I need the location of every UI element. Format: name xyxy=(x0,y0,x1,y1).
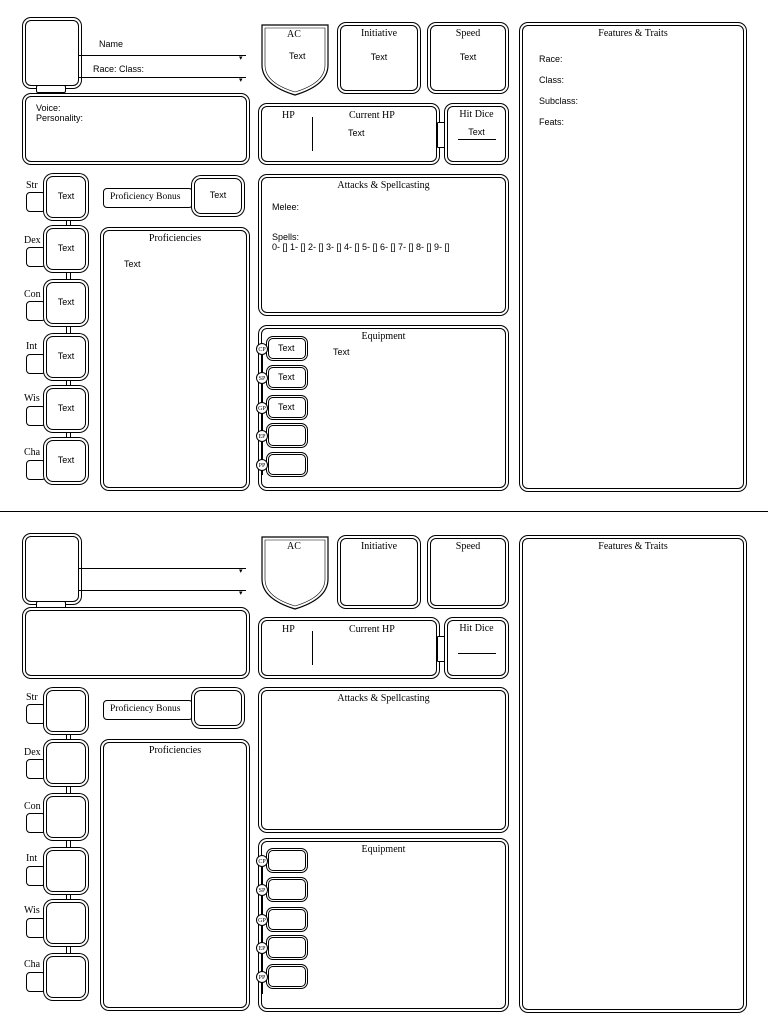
equipment-body[interactable]: Text xyxy=(333,347,350,357)
cha-modifier[interactable] xyxy=(26,972,46,992)
features-subclass-label: Subclass: xyxy=(539,96,579,106)
character-sheet-blank xyxy=(0,512,768,1024)
features-traits-box[interactable] xyxy=(522,538,744,1010)
proficiencies-title: Proficiencies xyxy=(148,745,202,756)
sp-coin-box[interactable] xyxy=(268,879,306,900)
pp-coin-box[interactable] xyxy=(268,454,306,475)
proficiency-bonus-label: Proficiency Bonus xyxy=(110,192,181,202)
hit-dice-box[interactable] xyxy=(447,106,506,162)
portrait-box[interactable] xyxy=(25,536,79,602)
spells-label: Spells: xyxy=(272,232,300,242)
dex-modifier[interactable] xyxy=(26,247,46,267)
features-class-label: Class: xyxy=(539,75,565,85)
features-title: Features & Traits xyxy=(598,541,668,552)
hp-connector xyxy=(437,122,447,148)
current-hp-title: Current HP xyxy=(349,624,395,635)
ep-coin-box[interactable] xyxy=(268,937,306,958)
pp-coin-box[interactable] xyxy=(268,966,306,987)
con-score[interactable]: Text xyxy=(46,282,86,324)
hit-dice-title: Hit Dice xyxy=(459,623,494,634)
proficiency-bonus-value-box[interactable] xyxy=(194,178,242,214)
str-label: Str xyxy=(26,180,38,191)
sp-coin-box[interactable]: Text xyxy=(268,367,306,388)
current-hp-value[interactable]: Text xyxy=(348,128,365,138)
portrait-tab xyxy=(36,601,66,609)
initiative-box[interactable] xyxy=(340,538,418,606)
gp-coin-icon: GP xyxy=(256,914,268,926)
proficiencies-box[interactable] xyxy=(103,230,247,488)
initiative-title: Initiative xyxy=(360,541,398,552)
gp-coin-box[interactable]: Text xyxy=(268,397,306,418)
int-score[interactable]: Text xyxy=(46,336,86,378)
str-score[interactable] xyxy=(46,690,86,732)
hp-box[interactable] xyxy=(261,620,437,676)
str-modifier[interactable] xyxy=(26,704,46,724)
gp-coin-icon: GP xyxy=(256,402,268,414)
cha-label: Cha xyxy=(24,959,41,970)
pp-coin-icon: PP xyxy=(256,971,268,983)
features-feats-label: Feats: xyxy=(539,117,565,127)
cha-score[interactable]: Text xyxy=(46,440,86,482)
hit-dice-box[interactable] xyxy=(447,620,506,676)
equipment-title: Equipment xyxy=(361,844,406,855)
con-score[interactable] xyxy=(46,796,86,838)
dex-score[interactable]: Text xyxy=(46,228,86,270)
current-hp-title: Current HP xyxy=(349,110,395,121)
dex-label: Dex xyxy=(24,235,41,246)
name-line xyxy=(79,55,246,56)
cha-label: Cha xyxy=(24,447,41,458)
personality-label: Personality: xyxy=(36,113,84,123)
attacks-spellcasting-box[interactable] xyxy=(261,690,506,830)
ac-title: AC xyxy=(287,541,301,552)
equipment-title: Equipment xyxy=(361,331,406,342)
wis-label: Wis xyxy=(24,905,40,916)
proficiency-bonus-value[interactable]: Text xyxy=(209,190,227,200)
sp-coin-icon: SP xyxy=(256,884,268,896)
proficiencies-box[interactable] xyxy=(103,742,247,1008)
gp-coin-box[interactable] xyxy=(268,909,306,930)
attacks-title: Attacks & Spellcasting xyxy=(337,693,430,704)
wis-modifier[interactable] xyxy=(26,918,46,938)
race-class-line xyxy=(79,77,246,78)
ep-coin-icon: EP xyxy=(256,430,268,442)
int-modifier[interactable] xyxy=(26,866,46,886)
cp-coin-icon: CP xyxy=(256,343,268,355)
voice-personality-box[interactable] xyxy=(25,610,247,676)
spell-slots[interactable]: 0- [] 1- [] 2- [] 3- [] 4- [] 5- [] 6- [] 7- [] 8- [] 9- [] xyxy=(272,242,450,252)
proficiency-bonus-value-box[interactable] xyxy=(194,690,242,726)
proficiency-bonus-label-box xyxy=(103,700,193,720)
hit-dice-title: Hit Dice xyxy=(459,109,494,120)
wis-label: Wis xyxy=(24,393,40,404)
con-label: Con xyxy=(24,289,41,300)
speed-title: Speed xyxy=(455,541,481,552)
cp-coin-icon: CP xyxy=(256,855,268,867)
ep-coin-box[interactable] xyxy=(268,425,306,446)
cha-score[interactable] xyxy=(46,956,86,998)
race-class-chevron-icon: ▾ xyxy=(239,590,243,597)
voice-label: Voice: xyxy=(36,103,61,113)
race-class-label: Race: Class: xyxy=(93,64,145,74)
initiative-box[interactable] xyxy=(340,25,418,91)
proficiencies-body[interactable]: Text xyxy=(124,259,141,269)
wis-score[interactable] xyxy=(46,902,86,944)
melee-label: Melee: xyxy=(272,202,300,212)
portrait-box[interactable] xyxy=(25,20,79,86)
hp-box[interactable] xyxy=(261,106,437,162)
proficiencies-title: Proficiencies xyxy=(148,233,202,244)
con-modifier[interactable] xyxy=(26,813,46,833)
cha-modifier[interactable] xyxy=(26,460,46,480)
cp-coin-box[interactable]: Text xyxy=(268,338,306,359)
ac-title: AC xyxy=(287,29,301,40)
int-modifier[interactable] xyxy=(26,354,46,374)
proficiency-bonus-label: Proficiency Bonus xyxy=(110,704,181,714)
speed-box[interactable] xyxy=(430,25,506,91)
name-chevron-icon: ▾ xyxy=(239,568,243,575)
hit-dice-value[interactable]: Text xyxy=(468,127,485,137)
portrait-tab xyxy=(36,85,66,93)
dex-label: Dex xyxy=(24,747,41,758)
speed-title: Speed xyxy=(455,28,481,39)
hit-dice-line xyxy=(458,139,496,140)
wis-modifier[interactable] xyxy=(26,406,46,426)
initiative-title: Initiative xyxy=(360,28,398,39)
attacks-title: Attacks & Spellcasting xyxy=(337,180,430,191)
speed-value[interactable]: Text xyxy=(459,52,477,62)
initiative-value[interactable]: Text xyxy=(370,52,388,62)
str-score[interactable]: Text xyxy=(46,176,86,218)
ac-value[interactable]: Text xyxy=(289,51,306,61)
ep-coin-icon: EP xyxy=(256,942,268,954)
hp-divider xyxy=(312,117,313,151)
cp-coin-box[interactable] xyxy=(268,850,306,871)
hp-title: HP xyxy=(282,624,295,635)
con-modifier[interactable] xyxy=(26,301,46,321)
hit-dice-line xyxy=(458,653,496,654)
str-label: Str xyxy=(26,692,38,703)
proficiency-bonus-label-box xyxy=(103,188,193,208)
features-traits-box[interactable] xyxy=(522,25,744,489)
int-label: Int xyxy=(26,853,38,864)
pp-coin-icon: PP xyxy=(256,459,268,471)
race-class-chevron-icon: ▾ xyxy=(239,77,243,84)
name-chevron-icon: ▾ xyxy=(239,55,243,62)
wis-score[interactable]: Text xyxy=(46,388,86,430)
speed-box[interactable] xyxy=(430,538,506,606)
sp-coin-icon: SP xyxy=(256,372,268,384)
dex-score[interactable] xyxy=(46,742,86,784)
dex-modifier[interactable] xyxy=(26,759,46,779)
con-label: Con xyxy=(24,801,41,812)
name-label: Name xyxy=(99,39,124,49)
voice-personality-box[interactable] xyxy=(25,96,247,162)
attacks-spellcasting-box[interactable] xyxy=(261,177,506,313)
hp-divider xyxy=(312,631,313,665)
str-modifier[interactable] xyxy=(26,192,46,212)
hp-connector xyxy=(437,636,447,662)
int-label: Int xyxy=(26,341,38,352)
features-race-label: Race: xyxy=(539,54,563,64)
features-title: Features & Traits xyxy=(598,28,668,39)
race-class-line xyxy=(79,590,246,591)
int-score[interactable] xyxy=(46,850,86,892)
name-line xyxy=(79,568,246,569)
hp-title: HP xyxy=(282,110,295,121)
